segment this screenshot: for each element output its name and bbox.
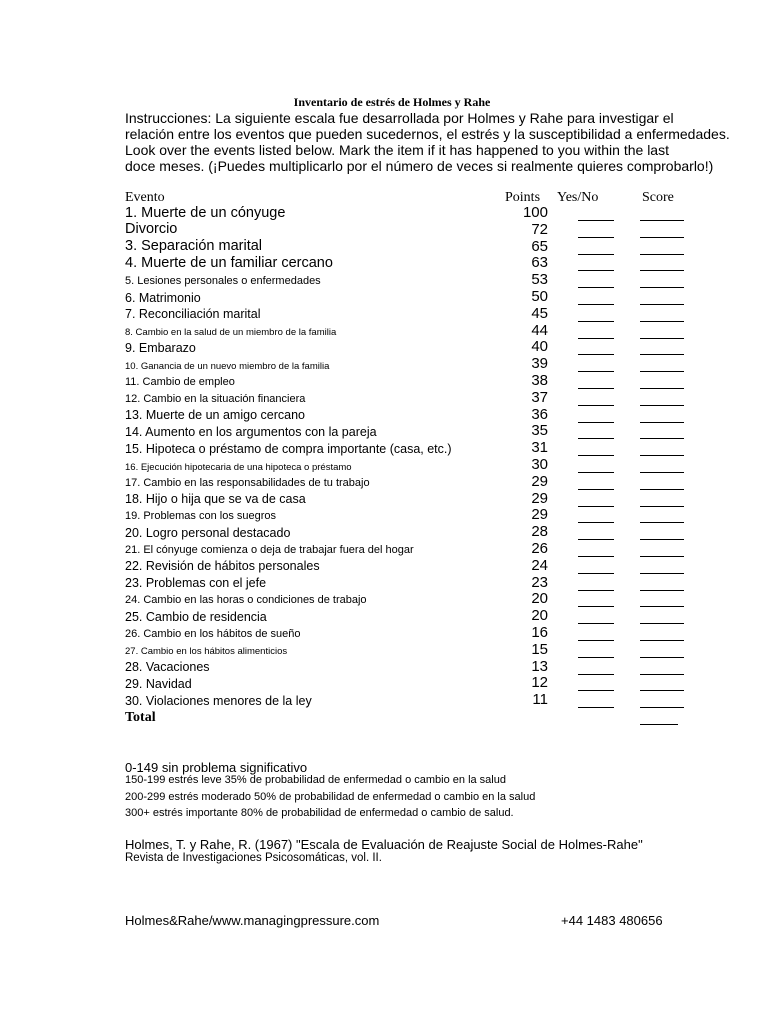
yes-no-blank[interactable]	[578, 338, 614, 339]
event-row	[0, 424, 768, 440]
event-name: 30. Violaciones menores de la ley	[125, 693, 312, 708]
event-name: 1. Muerte de un cónyuge	[125, 204, 286, 221]
event-name: 20. Logro personal destacado	[125, 525, 291, 540]
yes-no-blank[interactable]	[578, 237, 614, 238]
event-row	[0, 220, 768, 239]
yes-no-blank[interactable]	[578, 472, 614, 473]
yes-no-blank[interactable]	[578, 371, 614, 372]
yes-no-blank[interactable]	[578, 623, 614, 624]
yes-no-blank[interactable]	[578, 489, 614, 490]
event-points: 39	[531, 355, 548, 373]
yes-no-blank[interactable]	[578, 640, 614, 641]
yes-no-blank[interactable]	[578, 455, 614, 456]
legend-line-4: 300+ estrés importante 80% de probabilidad de enfermedad o cambio de salud.	[125, 807, 514, 819]
yes-no-blank[interactable]	[578, 422, 614, 423]
yes-no-blank[interactable]	[578, 657, 614, 658]
event-row	[0, 556, 768, 575]
event-row	[0, 640, 768, 659]
score-blank[interactable]	[640, 657, 684, 658]
event-points: 53	[531, 271, 548, 289]
event-points: 20	[531, 590, 548, 608]
score-blank[interactable]	[640, 573, 684, 574]
event-row	[0, 340, 768, 356]
event-points: 15	[531, 640, 548, 658]
score-blank[interactable]	[640, 321, 684, 322]
score-blank[interactable]	[640, 640, 684, 641]
event-name: 11. Cambio de empleo	[125, 376, 235, 388]
event-points: 100	[522, 204, 548, 221]
footer-phone: +44 1483 480656	[561, 913, 663, 928]
event-name: 9. Embarazo	[125, 340, 196, 355]
event-name: 19. Problemas con los suegros	[125, 510, 277, 523]
yes-no-blank[interactable]	[578, 270, 614, 271]
instructions-line-1: Instrucciones: La siguiente escala fue desarrollada por Holmes y Rahe para investigar el	[125, 110, 674, 126]
instructions-line-3: Look over the events listed below. Mark the item if it has happened to you within the last	[125, 142, 669, 158]
event-row	[0, 508, 768, 524]
yes-no-blank[interactable]	[578, 354, 614, 355]
event-name: 17. Cambio en las responsabilidades de tu trabajo	[125, 476, 370, 489]
yes-no-blank[interactable]	[578, 388, 614, 389]
yes-no-blank[interactable]	[578, 321, 614, 322]
score-blank[interactable]	[640, 371, 684, 372]
event-name: 26. Cambio en los hábitos de sueño	[125, 628, 301, 640]
event-points: 37	[531, 388, 548, 406]
yes-no-blank[interactable]	[578, 220, 614, 221]
document-title: Inventario de estrés de Holmes y Rahe	[293, 95, 491, 109]
score-blank[interactable]	[640, 388, 684, 389]
score-blank[interactable]	[640, 707, 684, 708]
score-blank[interactable]	[640, 690, 684, 691]
event-name: 29. Navidad	[125, 676, 192, 691]
event-row	[0, 256, 768, 272]
event-name: 7. Reconciliación marital	[125, 307, 261, 322]
event-row	[0, 237, 768, 256]
event-name: 22. Revisión de hábitos personales	[125, 559, 320, 574]
event-name: 28. Vacaciones	[125, 660, 210, 675]
event-row	[0, 609, 768, 625]
event-row	[0, 693, 768, 709]
score-blank[interactable]	[640, 287, 684, 288]
event-row	[0, 676, 768, 692]
instructions-line-2: relación entre los eventos que pueden sucedernos, el estrés y la susceptibilidad a enfermedades.	[125, 126, 730, 142]
event-name: 8. Cambio en la salud de un miembro de la familia	[125, 327, 337, 339]
footer-website: Holmes&Rahe/www.managingpressure.com	[125, 913, 380, 928]
event-points: 50	[531, 288, 548, 305]
yes-no-blank[interactable]	[578, 690, 614, 691]
yes-no-blank[interactable]	[578, 556, 614, 557]
score-blank[interactable]	[640, 556, 684, 557]
event-name: 21. El cónyuge comienza o deja de trabajar fuera del hogar	[125, 544, 414, 556]
yes-no-blank[interactable]	[578, 707, 614, 708]
event-name: 23. Problemas con el jefe	[125, 576, 267, 591]
event-row	[0, 357, 768, 373]
score-blank[interactable]	[640, 539, 684, 540]
yes-no-blank[interactable]	[578, 522, 614, 523]
score-blank[interactable]	[640, 304, 684, 305]
score-blank[interactable]	[640, 254, 684, 255]
yes-no-blank[interactable]	[578, 539, 614, 540]
event-row	[0, 304, 768, 323]
event-row	[0, 441, 768, 457]
score-blank[interactable]	[640, 237, 684, 238]
event-row	[0, 388, 768, 407]
event-points: 12	[531, 674, 548, 692]
event-row	[0, 273, 768, 289]
event-points: 29	[531, 489, 548, 507]
event-points: 13	[531, 657, 548, 675]
score-blank[interactable]	[640, 590, 684, 591]
event-points: 38	[531, 372, 548, 389]
event-points: 29	[531, 506, 548, 524]
score-blank[interactable]	[640, 489, 684, 490]
score-blank[interactable]	[640, 438, 684, 439]
event-points: 35	[531, 422, 548, 440]
legend-line-1: 0-149 sin problema significativo	[125, 760, 308, 775]
event-name: 14. Aumento en los argumentos con la pareja	[125, 424, 377, 439]
score-blank[interactable]	[640, 606, 684, 607]
event-name: 13. Muerte de un amigo cercano	[125, 408, 305, 423]
event-name: 4. Muerte de un familiar cercano	[125, 254, 333, 271]
event-name: 5. Lesiones personales o enfermedades	[125, 275, 321, 288]
event-points: 26	[531, 540, 548, 557]
event-points: 65	[531, 237, 548, 255]
event-row	[0, 405, 768, 424]
yes-no-blank[interactable]	[578, 674, 614, 675]
event-points: 45	[531, 304, 548, 322]
header-event: Evento	[125, 190, 165, 205]
score-blank[interactable]	[640, 405, 684, 406]
yes-no-blank[interactable]	[578, 438, 614, 439]
score-blank[interactable]	[640, 220, 684, 221]
event-row	[0, 542, 768, 558]
event-row	[0, 592, 768, 608]
event-name: 3. Separación marital	[125, 238, 263, 255]
event-points: 16	[531, 624, 548, 641]
event-name: 16. Ejecución hipotecaria de una hipoteca o préstamo	[125, 461, 352, 473]
yes-no-blank[interactable]	[578, 304, 614, 305]
event-row	[0, 374, 768, 390]
event-points: 29	[531, 472, 548, 490]
event-name: 27. Cambio en los hábitos alimenticios	[125, 646, 288, 658]
instructions-line-4: doce meses. (¡Puedes multiplicarlo por el número de veces si realmente quieres comprobarlo!)	[125, 158, 714, 174]
event-points: 30	[531, 456, 548, 473]
event-points: 24	[531, 556, 548, 574]
yes-no-blank[interactable]	[578, 606, 614, 607]
event-row	[0, 321, 768, 340]
event-name: 24. Cambio en las horas o condiciones de trabajo	[125, 594, 367, 607]
event-points: 28	[531, 523, 548, 541]
legend-line-3: 200-299 estrés moderado 50% de probabilidad de enfermedad o cambio en la salud	[125, 791, 536, 803]
yes-no-blank[interactable]	[578, 287, 614, 288]
score-blank[interactable]	[640, 623, 684, 624]
event-row	[0, 573, 768, 592]
event-row	[0, 458, 768, 474]
event-points: 40	[531, 338, 548, 356]
event-name: Divorcio	[125, 221, 178, 238]
event-points: 72	[531, 220, 548, 238]
event-name: 25. Cambio de residencia	[125, 609, 267, 624]
event-points: 11	[532, 691, 548, 709]
event-row	[0, 290, 768, 306]
event-points: 44	[531, 321, 548, 339]
yes-no-blank[interactable]	[578, 573, 614, 574]
yes-no-blank[interactable]	[578, 506, 614, 507]
event-points: 20	[531, 607, 548, 625]
yes-no-blank[interactable]	[578, 405, 614, 406]
total-blank[interactable]	[640, 724, 678, 725]
event-row	[0, 472, 768, 491]
header-yesno: Yes/No	[557, 190, 599, 205]
score-blank[interactable]	[640, 522, 684, 523]
score-blank[interactable]	[640, 455, 684, 456]
event-row	[0, 657, 768, 676]
total-label: Total	[125, 710, 156, 725]
yes-no-blank[interactable]	[578, 590, 614, 591]
reference-line-2: Revista de Investigaciones Psicosomáticas, vol. II.	[125, 852, 382, 864]
score-blank[interactable]	[640, 270, 684, 271]
event-row	[0, 206, 768, 222]
header-points: Points	[505, 190, 541, 205]
event-name: 12. Cambio en la situación financiera	[125, 392, 306, 405]
event-points: 23	[531, 573, 548, 591]
score-blank[interactable]	[640, 472, 684, 473]
event-name: 18. Hijo o hija que se va de casa	[125, 492, 306, 507]
score-blank[interactable]	[640, 422, 684, 423]
score-blank[interactable]	[640, 506, 684, 507]
header-score: Score	[642, 190, 674, 205]
score-blank[interactable]	[640, 338, 684, 339]
score-blank[interactable]	[640, 674, 684, 675]
event-name: 6. Matrimonio	[125, 290, 201, 305]
event-row	[0, 525, 768, 541]
event-points: 36	[531, 405, 548, 423]
event-name: 15. Hipoteca o préstamo de compra importante (casa, etc.)	[125, 441, 452, 456]
event-name: 10. Ganancia de un nuevo miembro de la familia	[125, 360, 330, 372]
event-row	[0, 489, 768, 508]
yes-no-blank[interactable]	[578, 254, 614, 255]
event-row	[0, 626, 768, 642]
legend-line-2: 150-199 estrés leve 35% de probabilidad de enfermedad o cambio en la salud	[125, 774, 506, 786]
reference-line-1: Holmes, T. y Rahe, R. (1967) "Escala de Evaluación de Reajuste Social de Holmes-Rahe"	[125, 837, 643, 852]
event-points: 31	[531, 439, 548, 457]
event-points: 63	[531, 254, 548, 272]
score-blank[interactable]	[640, 354, 684, 355]
